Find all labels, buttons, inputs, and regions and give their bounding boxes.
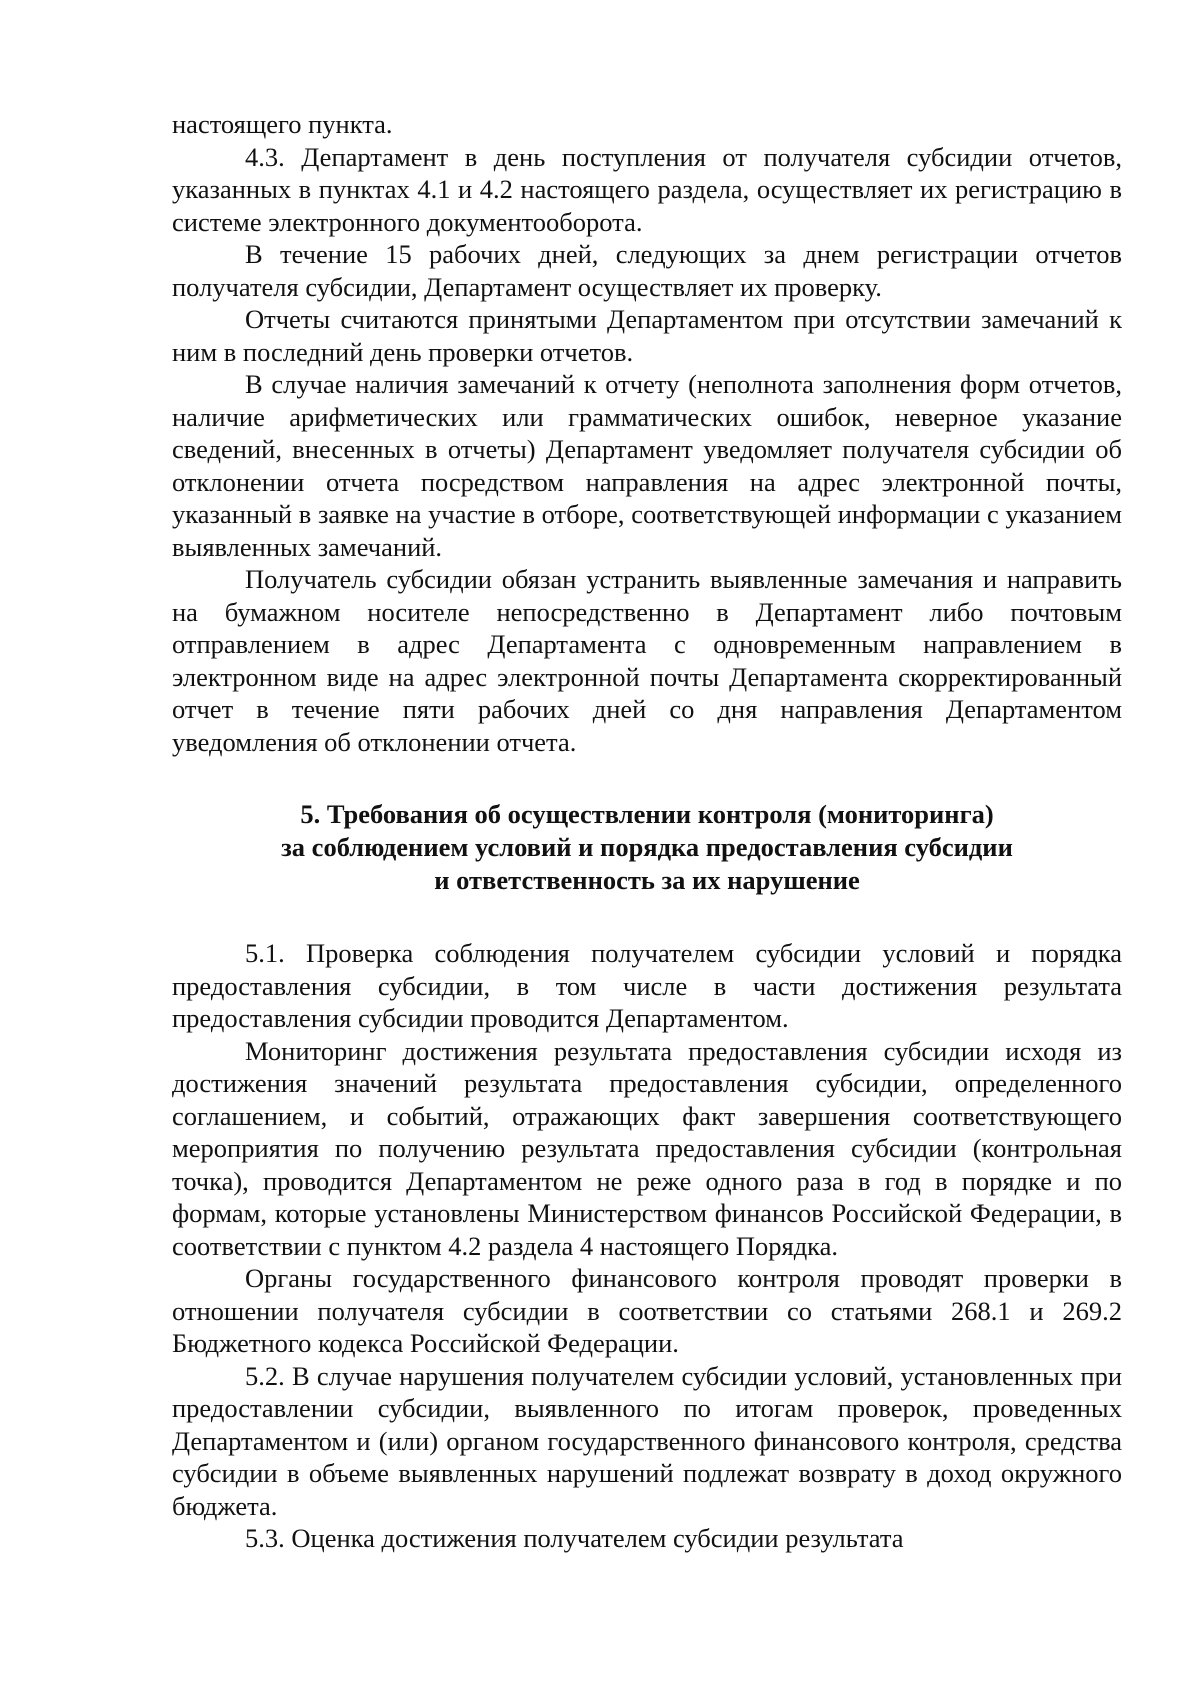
paragraph-corrections: Получатель субсидии обязан устранить выявленные замечания и направить на бумажном носителе непосредственно в Департамент либо почтовым отправлением в адрес Департамента с одновременным направлением в электронном виде на адрес электронной почты Департамента скорректированный отчет в течение пяти рабочих дней со дня направления Департаментом уведомления об отклонении отчета. (172, 564, 1122, 757)
paragraph-financial-control: Органы государственного финансового контроля проводят проверки в отношении получателя субсидии в соответствии со статьями 268.1 и 269.2 Бюджетного кодекса Российской Федерации. (172, 1263, 1122, 1358)
paragraph-review-period: В течение 15 рабочих дней, следующих за днем регистрации отчетов получателя субсидии, Департамент осуществляет их проверку. (172, 239, 1122, 302)
paragraph-continuation: настоящего пункта. (172, 109, 393, 139)
document-page (172, 108, 1122, 1555)
section-5-heading-line-3: и ответственность за их нарушение (434, 865, 860, 895)
paragraph-reports-accepted: Отчеты считаются принятыми Департаментом при отсутствии замечаний к ним в последний день проверки отчетов. (172, 304, 1122, 367)
paragraph-5-2: 5.2. В случае нарушения получателем субсидии условий, установленных при предоставлении субсидии, выявленного по итогам проверок, проведенных Департаментом и (или) органом государственного финансового контроля, средства субсидии в объеме выявленных нарушений подлежат возврату в доход окружного бюджета. (172, 1360, 1122, 1521)
paragraph-5-1: 5.1. Проверка соблюдения получателем субсидии условий и порядка предоставления субсидии, в том числе в части достижения результата предоставления субсидии проводится Департаментом. (172, 938, 1122, 1033)
paragraph-4-3: 4.3. Департамент в день поступления от получателя субсидии отчетов, указанных в пунктах 4.1 и 4.2 настоящего раздела, осуществляет их регистрацию в системе электронного документооборота. (172, 141, 1122, 237)
section-5-heading-line-1: 5. Требования об осуществлении контроля (мониторинга) (300, 799, 994, 829)
section-5-heading (172, 798, 1122, 897)
paragraph-5-3: 5.3. Оценка достижения получателем субсидии результата (245, 1523, 904, 1553)
paragraph-monitoring: Мониторинг достижения результата предоставления субсидии исходя из достижения значений результата предоставления субсидии, определенного соглашением, и событий, отражающих факт завершения соответствующего мероприятия по получению результата предоставления субсидии (контрольная точка), проводится Департаментом не реже одного раза в год в порядке и по формам, которые установлены Министерством финансов Российской Федерации, в соответствии с пунктом 4.2 раздела 4 настоящего Порядка. (172, 1035, 1122, 1261)
paragraph-remarks: В случае наличия замечаний к отчету (неполнота заполнения форм отчетов, наличие арифметических или грамматических ошибок, неверное указание сведений, внесенных в отчеты) Департамент уведомляет получателя субсидии об отклонении отчета посредством направления на адрес электронной почты, указанный в заявке на участие в отборе, соответствующей информации с указанием выявленных замечаний. (172, 369, 1122, 562)
section-5-heading-line-2: за соблюдением условий и порядка предоставления субсидии (281, 832, 1013, 862)
